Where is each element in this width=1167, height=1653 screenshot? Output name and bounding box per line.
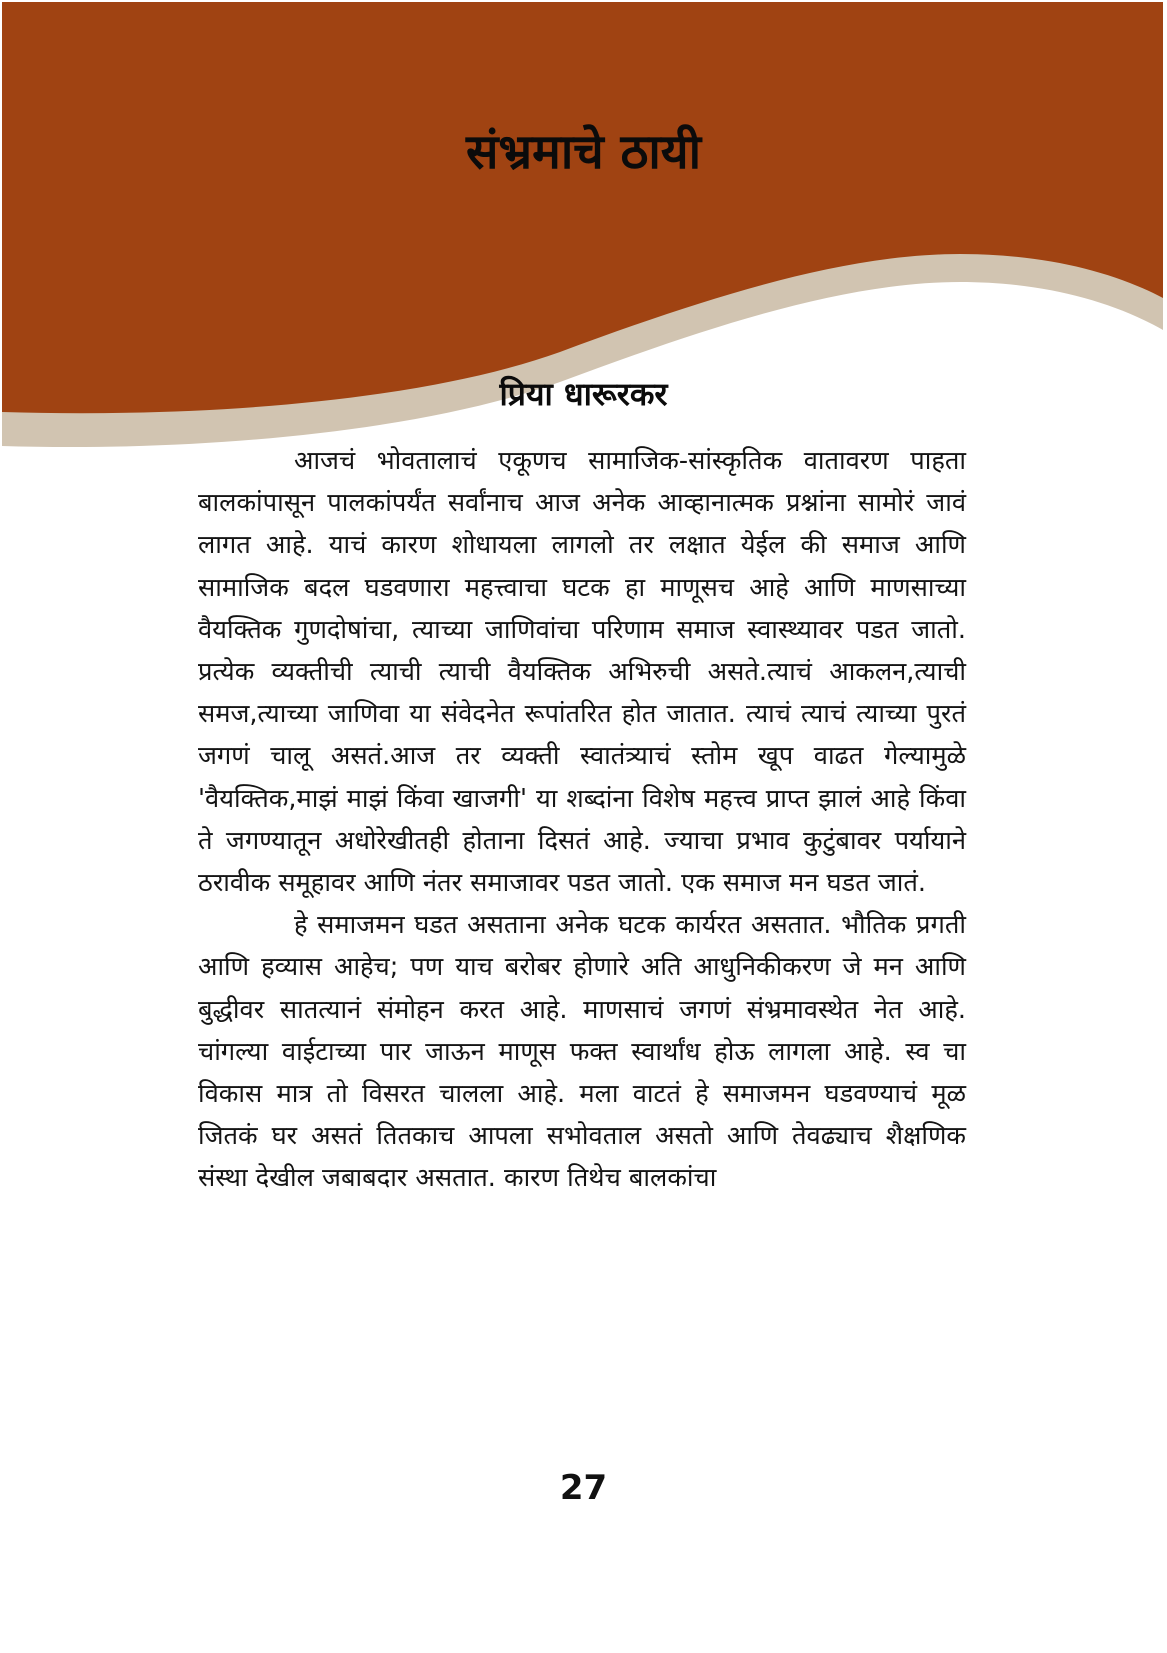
article-body (198, 440, 966, 1200)
author-name: प्रिया धारूरकर (499, 375, 668, 413)
paragraph-1 (198, 440, 966, 904)
paragraph-text: आजचं भोवतालाचं एकूणच सामाजिक-सांस्कृतिक वातावरण पाहता बालकांपासून पालकांपर्यंत सर्वांनाच आज अनेक आव्हानात्मक प्रश्नांना सामोरं जावं लागत आहे. याचं कारण शोधायला लागलो तर लक्षात येईल की समाज आणि सामाजिक बदल घडवणारा महत्त्वाचा घटक हा माणूसच आहे आणि माणसाच्या वैयक्तिक गुणदोषांचा, त्याच्या जाणिवांचा परिणाम समाज स्वास्थ्यावर पडत जातो. प्रत्येक व्यक्तीची त्याची त्याची वैयक्तिक अभिरुची असते.त्याचं आकलन,त्याची समज,त्याच्या जाणिवा या संवेदनेत रूपांतरित होत जातात. त्याचं त्याचं त्याच्या पुरतं जगणं चालू असतं.आज तर व्यक्ती स्वातंत्र्याचं स्तोम खूप वाढत गेल्यामुळे 'वैयक्तिक,माझं माझं किंवा खाजगी' या शब्दांना विशेष महत्त्व प्राप्त झालं आहे किंवा ते जगण्यातून अधोरेखीतही होताना दिसतं आहे. ज्याचा प्रभाव कुटुंबावर पर्यायाने ठरावीक समूहावर आणि नंतर समाजावर पडत जातो. एक समाज मन घडत जातं. (198, 446, 966, 899)
paragraph-2 (198, 904, 966, 1199)
article-title: संभ्रमाचे ठायी (465, 124, 702, 180)
paragraph-text: हे समाजमन घडत असताना अनेक घटक कार्यरत असतात. भौतिक प्रगती आणि हव्यास आहेच; पण याच बरोबर होणारे अति आधुनिकीकरण जे मन आणि बुद्धीवर सातत्यानं संमोहन करत आहे. माणसाचं जगणं संभ्रमावस्थेत नेत आहे. चांगल्या वाईटाच्या पार जाऊन माणूस फक्त स्वार्थांध होऊ लागला आहे. स्व चा विकास मात्र तो विसरत चालला आहे. मला वाटतं हे समाजमन घडवण्याचं मूळ जितकं घर असतं तितकाच आपला सभोवताल असतो आणि तेवढ्याच शैक्षणिक संस्था देखील जबाबदार असतात. कारण तिथेच बालकांचा (198, 910, 966, 1194)
page-number: 27 (559, 1468, 608, 1508)
